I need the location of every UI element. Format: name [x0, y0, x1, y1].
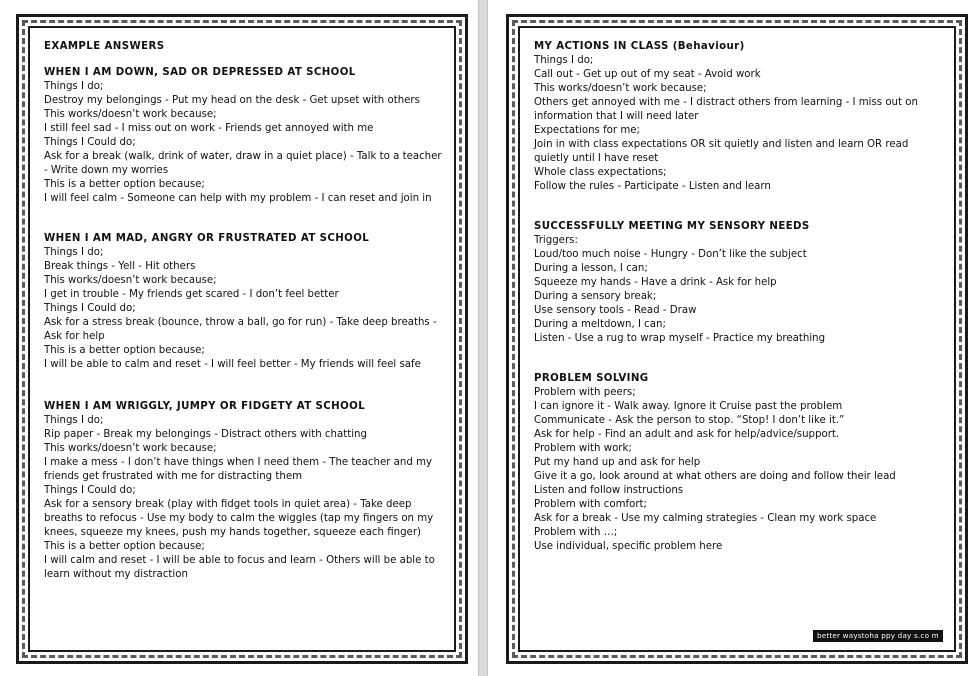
answer-line: Ask for a break (walk, drink of water, draw in a quiet place) - Talk to a teacher - Write down my worries	[44, 151, 442, 176]
prompt-line: This is a better option because;	[44, 179, 205, 190]
page-gutter	[478, 0, 488, 676]
prompt-line: Problem with …;	[534, 527, 618, 538]
answer-line: Call out - Get up out of my seat - Avoid work	[534, 69, 761, 80]
prompt-line: Expectations for me;	[534, 125, 640, 136]
answer-line: Listen and follow instructions	[534, 485, 684, 496]
prompt-line: This works/doesn’t work because;	[534, 83, 707, 94]
prompt-line: Whole class expectations;	[534, 167, 667, 178]
answer-line: Follow the rules - Participate - Listen and learn	[534, 181, 771, 192]
prompt-line: During a lesson, I can;	[534, 263, 648, 274]
answer-line: Squeeze my hands - Have a drink - Ask for help	[534, 277, 777, 288]
answer-line: I will feel calm - Someone can help with my problem - I can reset and join in	[44, 193, 432, 204]
section-heading: MY ACTIONS IN CLASS (Behaviour)	[534, 41, 745, 52]
section-mad-angry	[44, 232, 448, 372]
prompt-line: This works/doesn’t work because;	[44, 443, 217, 454]
answer-line: Communicate - Ask the person to stop. “Stop! I don’t like it.”	[534, 415, 845, 426]
answer-line: Rip paper - Break my belongings - Distract others with chatting	[44, 429, 367, 440]
prompt-line: During a meltdown, I can;	[534, 319, 666, 330]
section-heading: PROBLEM SOLVING	[534, 373, 649, 384]
right-page-content	[534, 40, 934, 554]
prompt-line: Triggers:	[534, 235, 578, 246]
section-problem-solving	[534, 372, 934, 554]
section-heading: WHEN I AM DOWN, SAD OR DEPRESSED AT SCHOOL	[44, 67, 356, 78]
prompt-line: Things I do;	[44, 415, 104, 426]
answer-line: Use sensory tools - Read - Draw	[534, 305, 697, 316]
answer-line: I make a mess - I don’t have things when I need them - The teacher and my friends get frustrated with me for distracting them	[44, 457, 433, 482]
answer-line: Use individual, specific problem here	[534, 541, 723, 552]
answer-line: Ask for a stress break (bounce, throw a ball, go for run) - Take deep breaths - Ask for help	[44, 317, 437, 342]
section-heading: WHEN I AM WRIGGLY, JUMPY OR FIDGETY AT SCHOOL	[44, 401, 366, 412]
prompt-line: This is a better option because;	[44, 345, 205, 356]
answer-line: Listen - Use a rug to wrap myself - Practice my breathing	[534, 333, 826, 344]
section-actions-in-class	[534, 40, 934, 194]
answer-line: Break things - Yell - Hit others	[44, 261, 196, 272]
prompt-line: Problem with comfort;	[534, 499, 647, 510]
section-heading: SUCCESSFULLY MEETING MY SENSORY NEEDS	[534, 221, 810, 232]
website-footer-badge: better waystoha ppy day s.co m	[813, 630, 943, 642]
document-title: EXAMPLE ANSWERS	[44, 41, 165, 52]
section-wriggly-jumpy	[44, 400, 448, 582]
answer-line: I will be able to calm and reset - I will feel better - My friends will feel safe	[44, 359, 421, 370]
answer-line: Give it a go, look around at what others are doing and follow their lead	[534, 471, 896, 482]
prompt-line: Things I do;	[44, 247, 104, 258]
answer-line: I can ignore it - Walk away. Ignore it Cruise past the problem	[534, 401, 843, 412]
answer-line: I get in trouble - My friends get scared - I don’t feel better	[44, 289, 339, 300]
answer-line: I will calm and reset - I will be able to focus and learn - Others will be able to learn without my distraction	[44, 555, 435, 580]
left-page-content	[44, 40, 448, 582]
prompt-line: Things I Could do;	[44, 137, 136, 148]
prompt-line: During a sensory break;	[534, 291, 657, 302]
prompt-line: This is a better option because;	[44, 541, 205, 552]
section-sensory-needs	[534, 220, 934, 346]
prompt-line: Things I Could do;	[44, 303, 136, 314]
answer-line: I still feel sad - I miss out on work - Friends get annoyed with me	[44, 123, 374, 134]
prompt-line: This works/doesn’t work because;	[44, 275, 217, 286]
prompt-line: Things I do;	[534, 55, 594, 66]
prompt-line: Problem with peers;	[534, 387, 636, 398]
prompt-line: Problem with work;	[534, 443, 632, 454]
prompt-line: This works/doesn’t work because;	[44, 109, 217, 120]
answer-line: Ask for help - Find an adult and ask for help/advice/support.	[534, 429, 840, 440]
answer-line: Ask for a break - Use my calming strategies - Clean my work space	[534, 513, 877, 524]
answer-line: Loud/too much noise - Hungry - Don’t like the subject	[534, 249, 807, 260]
answer-line: Join in with class expectations OR sit quietly and listen and learn OR read quietly until I have reset	[534, 139, 909, 164]
section-down-sad	[44, 66, 448, 206]
answer-line: Ask for a sensory break (play with fidget tools in quiet area) - Take deep breaths to refocus - Use my body to calm the wiggles (tap my fingers on my knees, squeeze my knees, push my hands together, squeeze each finger)	[44, 499, 434, 538]
section-heading: WHEN I AM MAD, ANGRY OR FRUSTRATED AT SCHOOL	[44, 233, 370, 244]
answer-line: Put my hand up and ask for help	[534, 457, 701, 468]
answer-line: Destroy my belongings - Put my head on the desk - Get upset with others	[44, 95, 420, 106]
prompt-line: Things I Could do;	[44, 485, 136, 496]
prompt-line: Things I do;	[44, 81, 104, 92]
answer-line: Others get annoyed with me - I distract others from learning - I miss out on information that I will need later	[534, 97, 918, 122]
